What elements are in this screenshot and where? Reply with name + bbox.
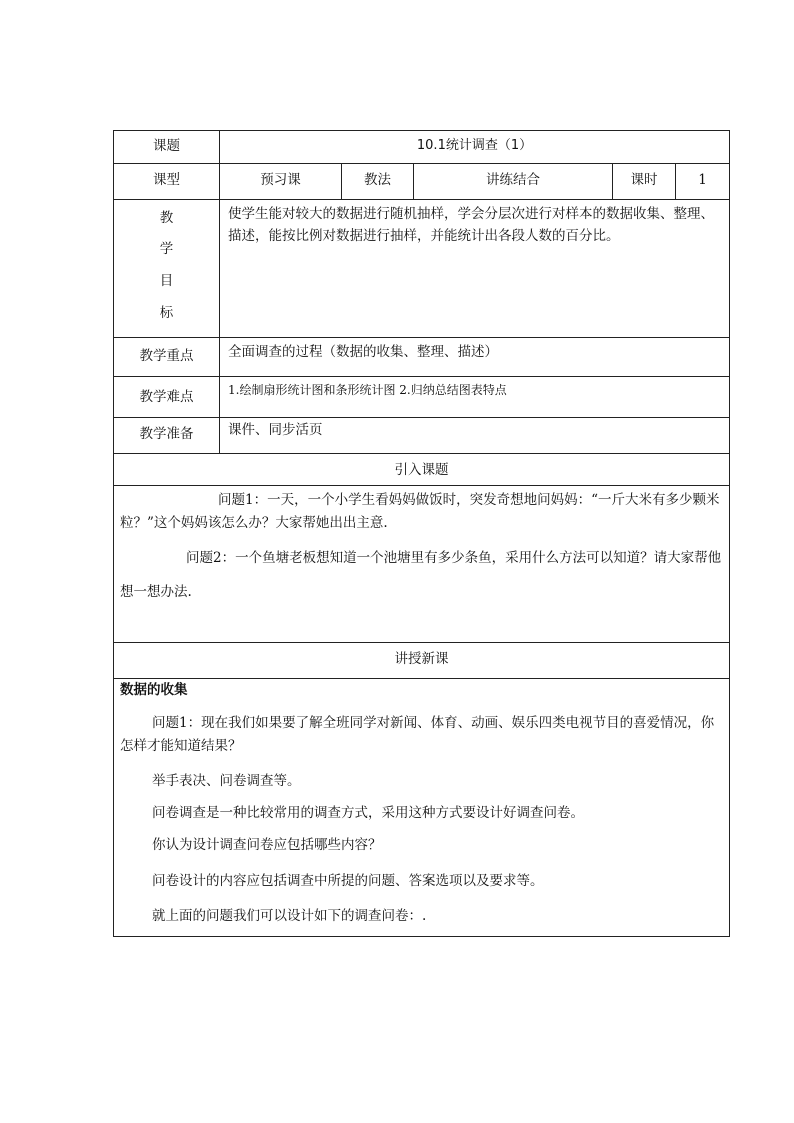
type-value: 预习课 [260, 172, 301, 188]
section-heading: 数据的收集 [120, 682, 188, 698]
difficulty-value: 1.绘制扇形统计图和条形统计图 2.归纳总结图表特点 [228, 383, 507, 397]
row-divider [114, 337, 729, 338]
objectives-label-char: 学 [159, 241, 174, 257]
row-divider [114, 453, 729, 454]
row-divider [114, 376, 729, 377]
row-divider [114, 199, 729, 200]
intro-question-1: 问题1：一天，一个小学生看妈妈做饭时，突发奇想地问妈妈：“一斤大米有多少颗米粒？”这个妈妈该怎么办？大家帮她出出主意. [120, 492, 720, 531]
lesson-paragraph: 问题1：现在我们如果要了解全班同学对新闻、体育、动画、娱乐四类电视节目的喜爱情况，你怎样才能知道结果？ [120, 715, 715, 754]
objectives-label-char: 标 [159, 305, 174, 321]
intro-question-2: 问题2：一个鱼塘老板想知道一个池塘里有多少条鱼，采用什么方法可以知道？请大家帮他想一想办法. [120, 550, 722, 600]
method-label: 教法 [364, 172, 391, 188]
hours-label: 课时 [630, 172, 658, 188]
preparation-label: 教学准备 [139, 426, 194, 442]
key-points-value: 全面调查的过程（数据的收集、整理、描述） [228, 344, 498, 360]
key-points-label: 教学重点 [139, 348, 194, 364]
lesson-paragraph: 举手表决、问卷调查等。 [152, 773, 301, 789]
row-divider [114, 678, 729, 679]
row-divider [114, 642, 729, 643]
preparation-value: 课件、同步活页 [228, 422, 323, 438]
row-divider [114, 163, 729, 164]
lesson-paragraph: 问卷设计的内容应包括调查中所提的问题、答案选项以及要求等。 [152, 873, 544, 889]
lesson-paragraph: 问卷调查是一种比较常用的调查方式，采用这种方式要设计好调查问卷。 [152, 805, 584, 821]
objectives-label-char: 目 [159, 273, 174, 289]
lesson-paragraph: 就上面的问题我们可以设计如下的调查问卷：. [152, 908, 427, 924]
lesson-plan-table [113, 130, 730, 937]
method-value: 讲练结合 [486, 172, 540, 188]
objectives-text: 使学生能对较大的数据进行随机抽样，学会分层次进行对样本的数据收集、整理、描述，能按比例对数据进行抽样，并能统计出各段人数的百分比。 [228, 206, 714, 244]
difficulty-label: 教学难点 [139, 389, 194, 405]
objectives-label-char: 教 [159, 210, 174, 226]
type-label: 课型 [153, 172, 180, 188]
lesson-paragraph: 你认为设计调查问卷应包括哪些内容？ [152, 837, 382, 853]
topic-value: 10.1统计调查（1） [416, 138, 533, 153]
row-divider [114, 485, 729, 486]
lesson-title: 讲授新课 [394, 651, 449, 667]
hours-value: 1 [698, 172, 707, 188]
topic-label: 课题 [153, 138, 180, 154]
row-divider [114, 417, 729, 418]
intro-title: 引入课题 [394, 462, 449, 478]
